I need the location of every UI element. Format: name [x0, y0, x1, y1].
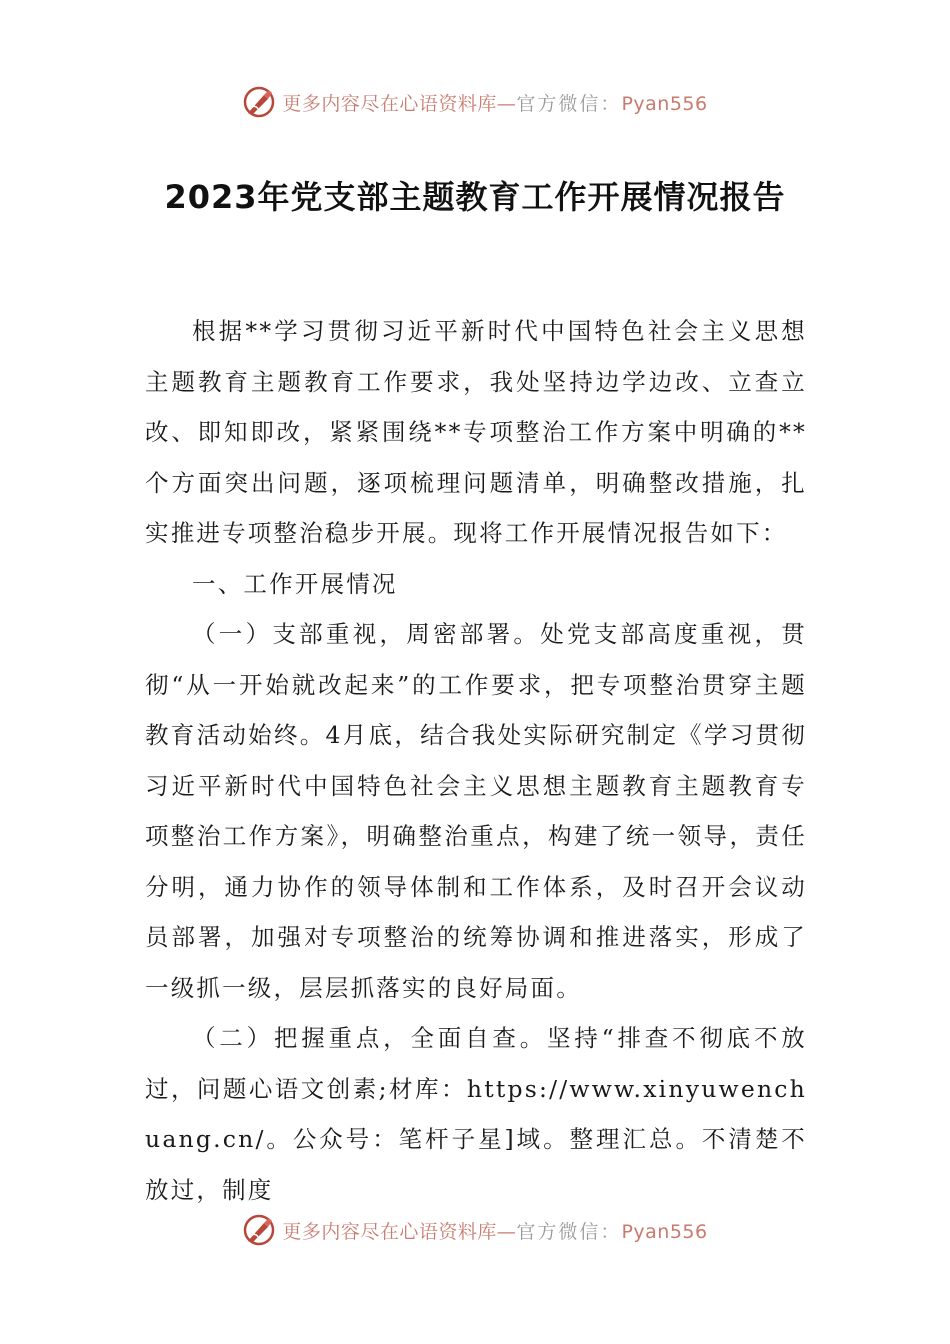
paragraph-section-1: （一）支部重视，周密部署。处党支部高度重视，贯彻“从一开始就改起来”的工作要求，把专项整治贯穿主题教育活动始终。4月底，结合我处实际研究制定《学习贯彻习近平新时代中国特色社会主义思想主题教育主题教育专项整治工作方案》，明确整治重点，构建了统一领导，责任分明，通力协作的领导体制和工作体系，及时召开会议动员部署，加强对专项整治的统筹协调和推进落实，形成了一级抓一级，层层抓落实的良好局面。	[145, 620, 807, 1002]
banner-text	[282, 89, 707, 116]
document-title: 2023年党支部主题教育工作开展情况报告	[164, 178, 786, 216]
footer-banner	[0, 1210, 950, 1250]
banner-official-label: 官方微信：	[516, 92, 622, 115]
header-banner	[0, 82, 950, 122]
banner-wechat-id: Pyan556	[621, 92, 708, 115]
banner-wechat-id: Pyan556	[621, 1220, 708, 1243]
banner-dash: —	[496, 1220, 517, 1243]
paragraph-intro: 根据**学习贯彻习近平新时代中国特色社会主义思想主题教育主题教育工作要求，我处坚持边学边改、立查立改、即知即改，紧紧围绕**专项整治工作方案中明确的**个方面突出问题，逐项梳理问题清单，明确整改措施，扎实推进专项整治稳步开展。现将工作开展情况报告如下：	[145, 317, 807, 547]
banner-dash: —	[496, 92, 517, 115]
banner-main-text: 更多内容尽在心语资料库	[282, 92, 497, 115]
banner-text	[282, 1217, 707, 1244]
section-heading: 一、工作开展情况	[192, 569, 398, 598]
banner-official-label: 官方微信：	[516, 1220, 622, 1243]
banner-main-text: 更多内容尽在心语资料库	[282, 1220, 497, 1243]
pen-nib-logo-icon	[242, 85, 276, 119]
paragraph-section-2: （二）把握重点，全面自查。坚持“排查不彻底不放过，问题心语文创素;材库：https://www.xinyuwenchuang.cn/。公众号：笔杆子星]域。整理汇总。不清楚不放过，制度	[145, 1024, 807, 1204]
document-body	[145, 306, 807, 1215]
pen-nib-logo-icon	[242, 1213, 276, 1247]
